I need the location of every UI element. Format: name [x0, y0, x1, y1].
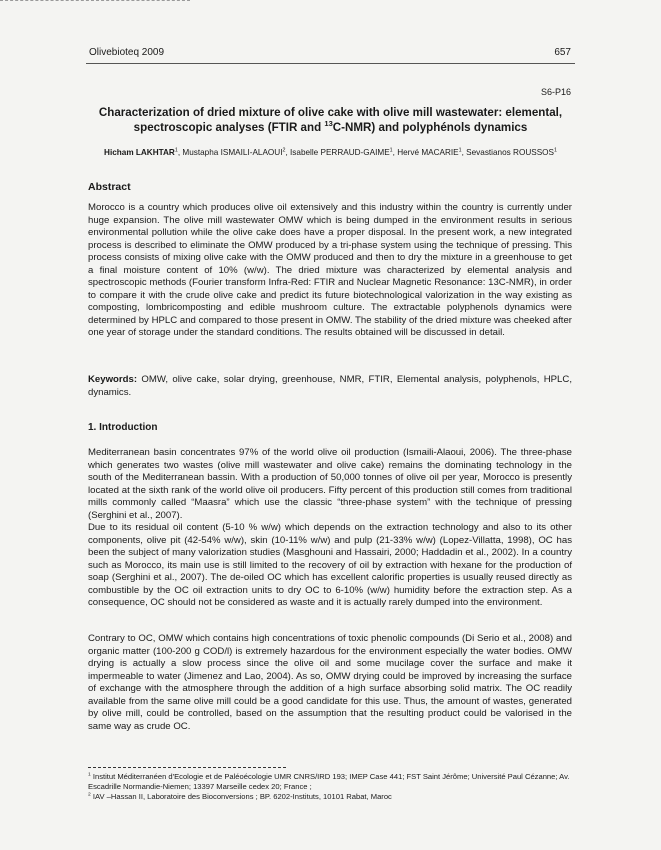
- running-header-journal: Olivebioteq 2009: [89, 47, 165, 58]
- affiliation-mark: 1: [458, 147, 462, 154]
- footnote-text: IAV –Hassan II, Laboratoire des Bioconversions ; BP. 6202-Instituts, 10101 Rabat, Maroc: [90, 792, 392, 801]
- affiliation-mark: 1: [553, 147, 557, 154]
- abstract-heading: Abstract: [88, 181, 131, 193]
- author: Mustapha ISMAILI-ALAOUI: [182, 148, 283, 157]
- page-number: 657: [554, 47, 571, 58]
- author: Isabelle PERRAUD-GAIME: [290, 148, 390, 157]
- author: Hicham LAKHTAR: [104, 148, 175, 157]
- keywords-label: Keywords:: [88, 374, 138, 385]
- footnotes: [88, 772, 572, 802]
- author: Hervé MACARIE: [397, 148, 459, 157]
- paragraph: Due to its residual oil content (5-10 % w/w) which depends on the extraction technology and also to its other components, olive pit (42-54% w/w), skin (10-11% w/w) and pulp (21-33% w/w) (Lopez-Villatta, 1998), OC has been the subject of many valorization studies (Masghouni and Hassairi, 2000; Haddadin et al., 2002). In a country such as Morocco, its main use is still limited to the recovery of oil by extraction with hexane for the production of soap (Serghini et al., 2007). The de-oiled OC which has excellent calorific properties is usually reused directly as combustible by the OC oil extraction units to dry OC to 6-10% (w/w) humidity before the extraction step. As a consequence, OC should not be considered as waste and it is actually rarely dumped into the environment.: [88, 522, 572, 608]
- paragraph: Mediterranean basin concentrates 97% of the world olive oil production (Ismaili-Alaoui, 2006). The three-phase which generates two wastes (olive mill wastewater and olive cake) remains the dominating technology in the south of the Mediterranean bassin. With a production of 50,000 tonnes of olive oil per year, Morocco is presently located at the sixth rank of the world olive oil producers. Fifty percent of this production still comes from traditional mills commonly called “Maasra” which use the classic “three-phase system” with the technique of pressing (Serghini et al., 2007).: [88, 447, 572, 521]
- footnote-divider: [88, 767, 286, 768]
- footnote-mark: 2: [88, 792, 91, 798]
- affiliation-mark: 1: [389, 147, 393, 154]
- title-text: C-NMR) and polyphénols dynamics: [332, 120, 528, 134]
- footnote-mark: 1: [88, 772, 91, 778]
- title-line-2: [86, 118, 575, 136]
- title-superscript: 13: [324, 118, 333, 128]
- header-divider: [86, 63, 575, 64]
- affiliation-mark: 1: [174, 147, 178, 154]
- scan-artifact: [0, 0, 190, 6]
- keywords-text: OMW, olive cake, solar drying, greenhouse, NMR, FTIR, Elemental analysis, polyphenols, HPLC, dynamics.: [88, 374, 572, 398]
- title-line-1: Characterization of dried mixture of olive cake with olive mill wastewater: elemental,: [98, 106, 563, 119]
- title-text: spectroscopic analyses (FTIR and: [133, 120, 325, 134]
- abstract-text: Morocco is a country which produces olive oil extensively and this industry within the country is currently under huge expansion. The olive mill wastewater OMW which is being dumped in the environment results in serious environmental pollution while the olive cake does have a proper disposal. In the present work, a new integrated process is described to eliminate the OMW produced by a tri-phase system using the technique of pressing. This process consists of mixing olive cake with the OMW produced and then to dry the mixture in a greenhouse to get a final moisture content of 10% (w/w). The dried mixture was characterized by elemental analysis and spectroscopic methods (Fourier transform Infra-Red: FTIR and Nuclear Magnetic Resonance: 13C-NMR), in order to compare it with the crude olive cake and predict its future biotechnological valorization in the way existing as composting, lombricomposting and edible mushroom culture. The extractable polyphenols dynamics were determined by HPLC and compared to those present in OMW. The stability of the dried mixture was cheeked after one year of storage under the standard conditions. The results obtained will be discussed in detail.: [88, 202, 572, 338]
- paper-title: [86, 106, 575, 135]
- footnote-text: Institut Méditerranéen d'Ecologie et de Paléoécologie UMR CNRS/IRD 193; IMEP Case 441; FST Saint Jérôme; Université Paul Cézanne; Av. Escadrille Normandie-Niemen; 13397 Marseille cedex 20; France ;: [88, 772, 570, 791]
- author-list: Hicham LAKHTAR$^1$, Mustapha ISMAILI-ALAOUI$^2$, Isabelle PERRAUD-GAIME$^1$, Hervé MACARIE$^1$, Sevastianos ROUSSOS$^1$: [104, 147, 557, 157]
- paper-code: S6-P16: [540, 87, 571, 97]
- keywords: [88, 374, 572, 399]
- footnote: [88, 792, 572, 802]
- paragraph: Contrary to OC, OMW which contains high concentrations of toxic phenolic compounds (Di Serio et al., 2008) and organic matter (100-200 g COD/l) is extremely hazardous for the environment especially the water bodies. OMW drying is actually a slow process since the olive oil and some mucilage cover the surface and make it impermeable to water (Jimenez and Lao, 2004). As so, OMW drying could be improved by increasing the surface of exchange with the atmosphere through the addition of a high surface absorbing solid matrix. The OC readily available from the same olive mill could be a good candidate for this use. Thus, the amount of wastes, generated by olive mill, could be controlled, based on the assumption that the resulting product could be valorised in the same way as crude OC.: [88, 633, 572, 732]
- author: Sevastianos ROUSSOS: [466, 148, 554, 157]
- affiliation-mark: 2: [282, 147, 286, 154]
- footnote: [88, 772, 572, 792]
- introduction-heading: 1. Introduction: [88, 422, 158, 433]
